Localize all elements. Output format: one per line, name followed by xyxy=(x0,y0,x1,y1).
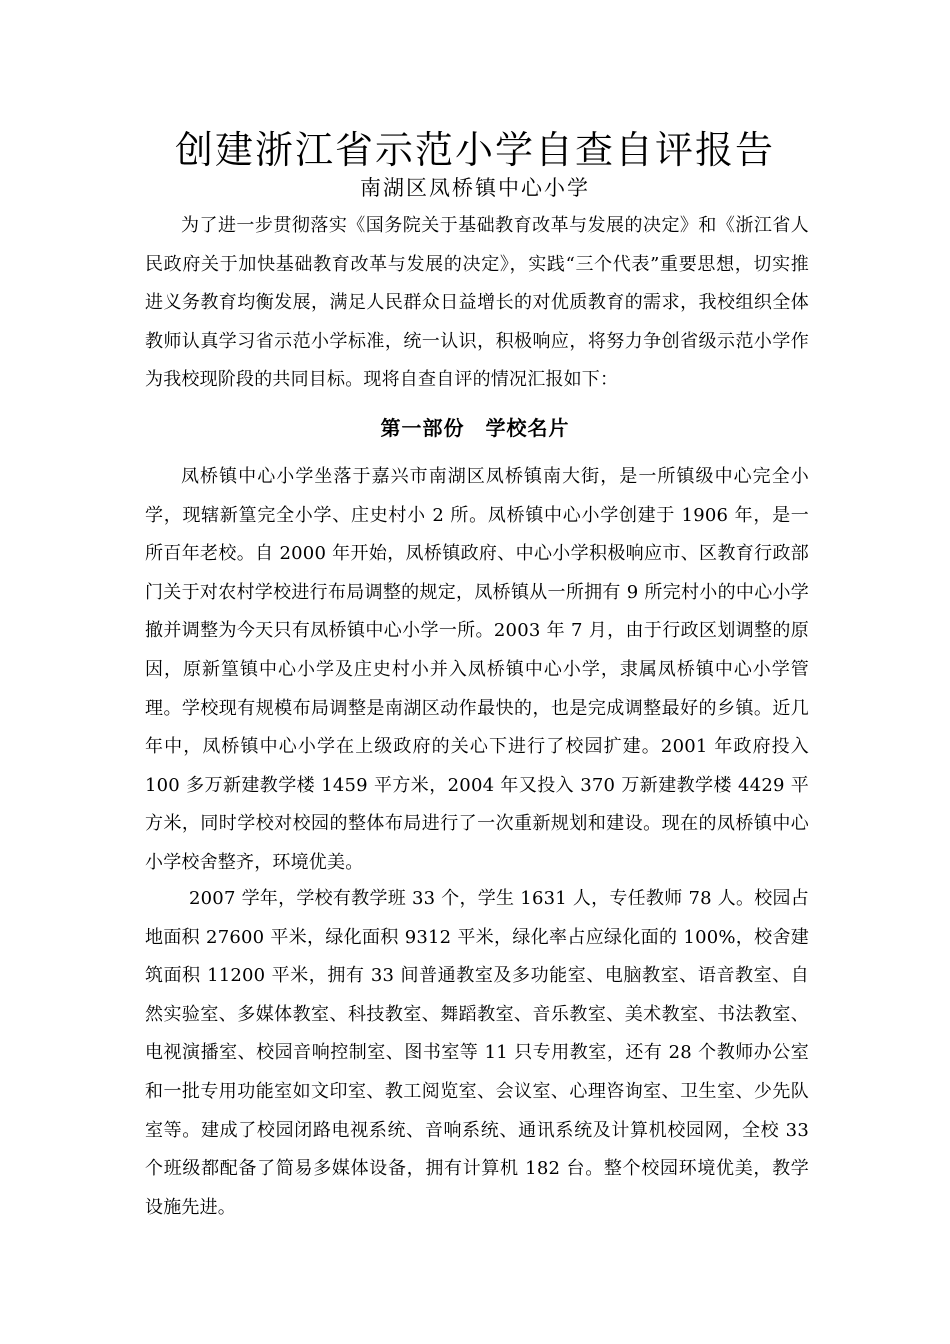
section-paragraph-facilities: 2007 学年，学校有教学班 33 个，学生 1631 人，专任教师 78 人。校园占地面积 27600 平米，绿化面积 9312 平米，绿化率占应绿化面的 100%，校舍建筑面积 11200 平米，拥有 33 间普通教室及多功能室、电脑教室、语音教室、自然实验室、多媒体教室、科技教室、舞蹈教室、音乐教室、美术教室、书法教室、电视演播室、校园音响控制室、图书室等 11 只专用教室，还有 28 个教师办公室和一批专用功能室如文印室、教工阅览室、会议室、心理咨询室、卫生室、少先队室等。建成了校园闭路电视系统、音响系统、通讯系统及计算机校园网，全校 33 个班级都配备了简易多媒体设备，拥有计算机 182 台。整个校园环境优美，教学设施先进。 xyxy=(145,888,809,1218)
intro-paragraph: 为了进一步贯彻落实《国务院关于基础教育改革与发展的决定》和《浙江省人民政府关于加快基础教育改革与发展的决定》，实践“三个代表”重要思想，切实推进义务教育均衡发展，满足人民群众日益增长的对优质教育的需求，我校组织全体教师认真学习省示范小学标准，统一认识，积极响应，将努力争创省级示范小学作为我校现阶段的共同目标。现将自查自评的情况汇报如下： xyxy=(145,215,809,391)
section-heading: 第一部份 学校名片 xyxy=(380,416,570,440)
document-subtitle: 南湖区凤桥镇中心小学 xyxy=(360,176,590,200)
section-paragraph-history: 凤桥镇中心小学坐落于嘉兴市南湖区凤桥镇南大街，是一所镇级中心完全小学，现辖新篁完全小学、庄史村小 2 所。凤桥镇中心小学创建于 1906 年，是一所百年老校。自 2000 年开始，凤桥镇政府、中心小学积极响应市、区教育行政部门关于对农村学校进行布局调整的规定，凤桥镇从一所拥有 9 所完村小的中心小学撤并调整为今天只有凤桥镇中心小学一所。2003 年 7 月，由于行政区划调整的原因，原新篁镇中心小学及庄史村小并入凤桥镇中心小学，隶属凤桥镇中心小学管理。学校现有规模布局调整是南湖区动作最快的，也是完成调整最好的乡镇。近几年中，凤桥镇中心小学在上级政府的关心下进行了校园扩建。2001 年政府投入 100 多万新建教学楼 1459 平方米，2004 年又投入 370 万新建教学楼 4429 平方米，同时学校对校园的整体布局进行了一次重新规划和建设。现在的凤桥镇中心小学校舍整齐，环境优美。 xyxy=(145,466,809,873)
document-title: 创建浙江省示范小学自查自评报告 xyxy=(174,128,775,172)
